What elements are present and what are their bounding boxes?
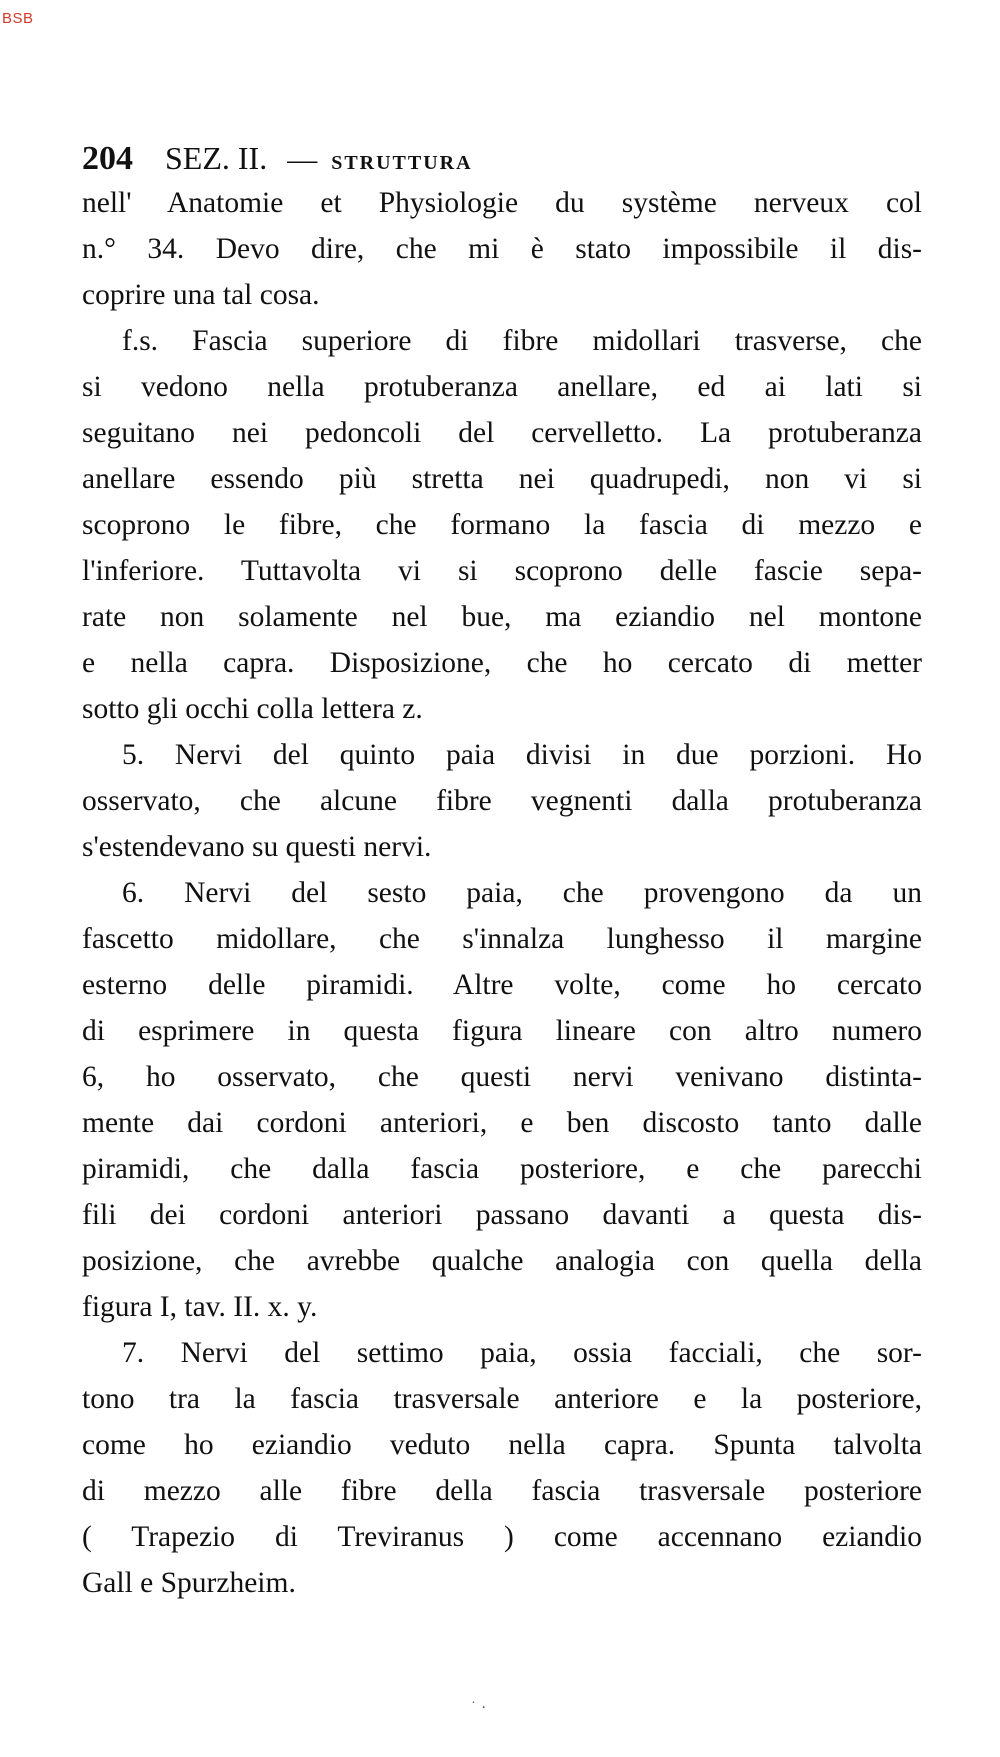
text-line: Gall e Spurzheim.	[82, 1567, 296, 1599]
text-line: l'inferiore. Tuttavolta vi si scoprono delle fascie sepa-	[82, 555, 922, 587]
text-line: sotto gli occhi colla lettera z.	[82, 693, 423, 725]
text-line: n.° 34. Devo dire, che mi è stato impossibile il dis-	[82, 233, 922, 265]
text-line: 5. Nervi del quinto paia divisi in due porzioni. Ho	[122, 739, 922, 771]
text-line: f.s. Fascia superiore di fibre midollari trasverse, che	[122, 325, 922, 357]
text-line: figura I, tav. II. x. y.	[82, 1291, 318, 1323]
body-text	[82, 180, 922, 1606]
text-line: piramidi, che dalla fascia posteriore, e che parecchi	[82, 1153, 922, 1185]
header-dash: —	[287, 143, 318, 176]
text-line: come ho eziandio veduto nella capra. Spunta talvolta	[82, 1429, 922, 1461]
text-line: anellare essendo più stretta nei quadrupedi, non vi si	[82, 463, 922, 495]
text-line: coprire una tal cosa.	[82, 279, 320, 311]
print-speck: ˙ ·	[470, 1700, 486, 1716]
text-line: scoprono le fibre, che formano la fascia di mezzo e	[82, 509, 922, 541]
running-title: STRUTTURA	[331, 152, 473, 174]
text-line: esterno delle piramidi. Altre volte, come ho cercato	[82, 969, 922, 1001]
text-line: s'estendevano su questi nervi.	[82, 831, 432, 863]
page-header	[82, 140, 473, 178]
text-line: 6. Nervi del sesto paia, che provengono da un	[122, 877, 922, 909]
text-line: 6, ho osservato, che questi nervi venivano distinta-	[82, 1061, 922, 1093]
text-line: seguitano nei pedoncoli del cervelletto. La protuberanza	[82, 417, 922, 449]
text-line: di esprimere in questa figura lineare con altro numero	[82, 1015, 922, 1047]
text-line: mente dai cordoni anteriori, e ben discosto tanto dalle	[82, 1107, 922, 1139]
text-line: rate non solamente nel bue, ma eziandio nel montone	[82, 601, 922, 633]
text-line: posizione, che avrebbe qualche analogia con quella della	[82, 1245, 922, 1277]
text-line: 7. Nervi del settimo paia, ossia facciali, che sor-	[122, 1337, 922, 1369]
text-line: tono tra la fascia trasversale anteriore e la posteriore,	[82, 1383, 922, 1415]
text-line: si vedono nella protuberanza anellare, ed ai lati si	[82, 371, 922, 403]
section-label: SEZ. II.	[165, 140, 268, 176]
text-line: e nella capra. Disposizione, che ho cercato di metter	[82, 647, 922, 679]
text-line: osservato, che alcune fibre vegnenti dalla protuberanza	[82, 785, 922, 817]
text-line: fili dei cordoni anteriori passano davanti a questa dis-	[82, 1199, 922, 1231]
text-line: fascetto midollare, che s'innalza lunghesso il margine	[82, 923, 922, 955]
library-watermark: BSB	[2, 10, 34, 27]
text-line: di mezzo alle fibre della fascia trasversale posteriore	[82, 1475, 922, 1507]
page-number: 204	[82, 140, 133, 177]
text-line: nell' Anatomie et Physiologie du système nerveux col	[82, 187, 922, 219]
text-line: ( Trapezio di Treviranus ) come accennano eziandio	[82, 1521, 922, 1553]
